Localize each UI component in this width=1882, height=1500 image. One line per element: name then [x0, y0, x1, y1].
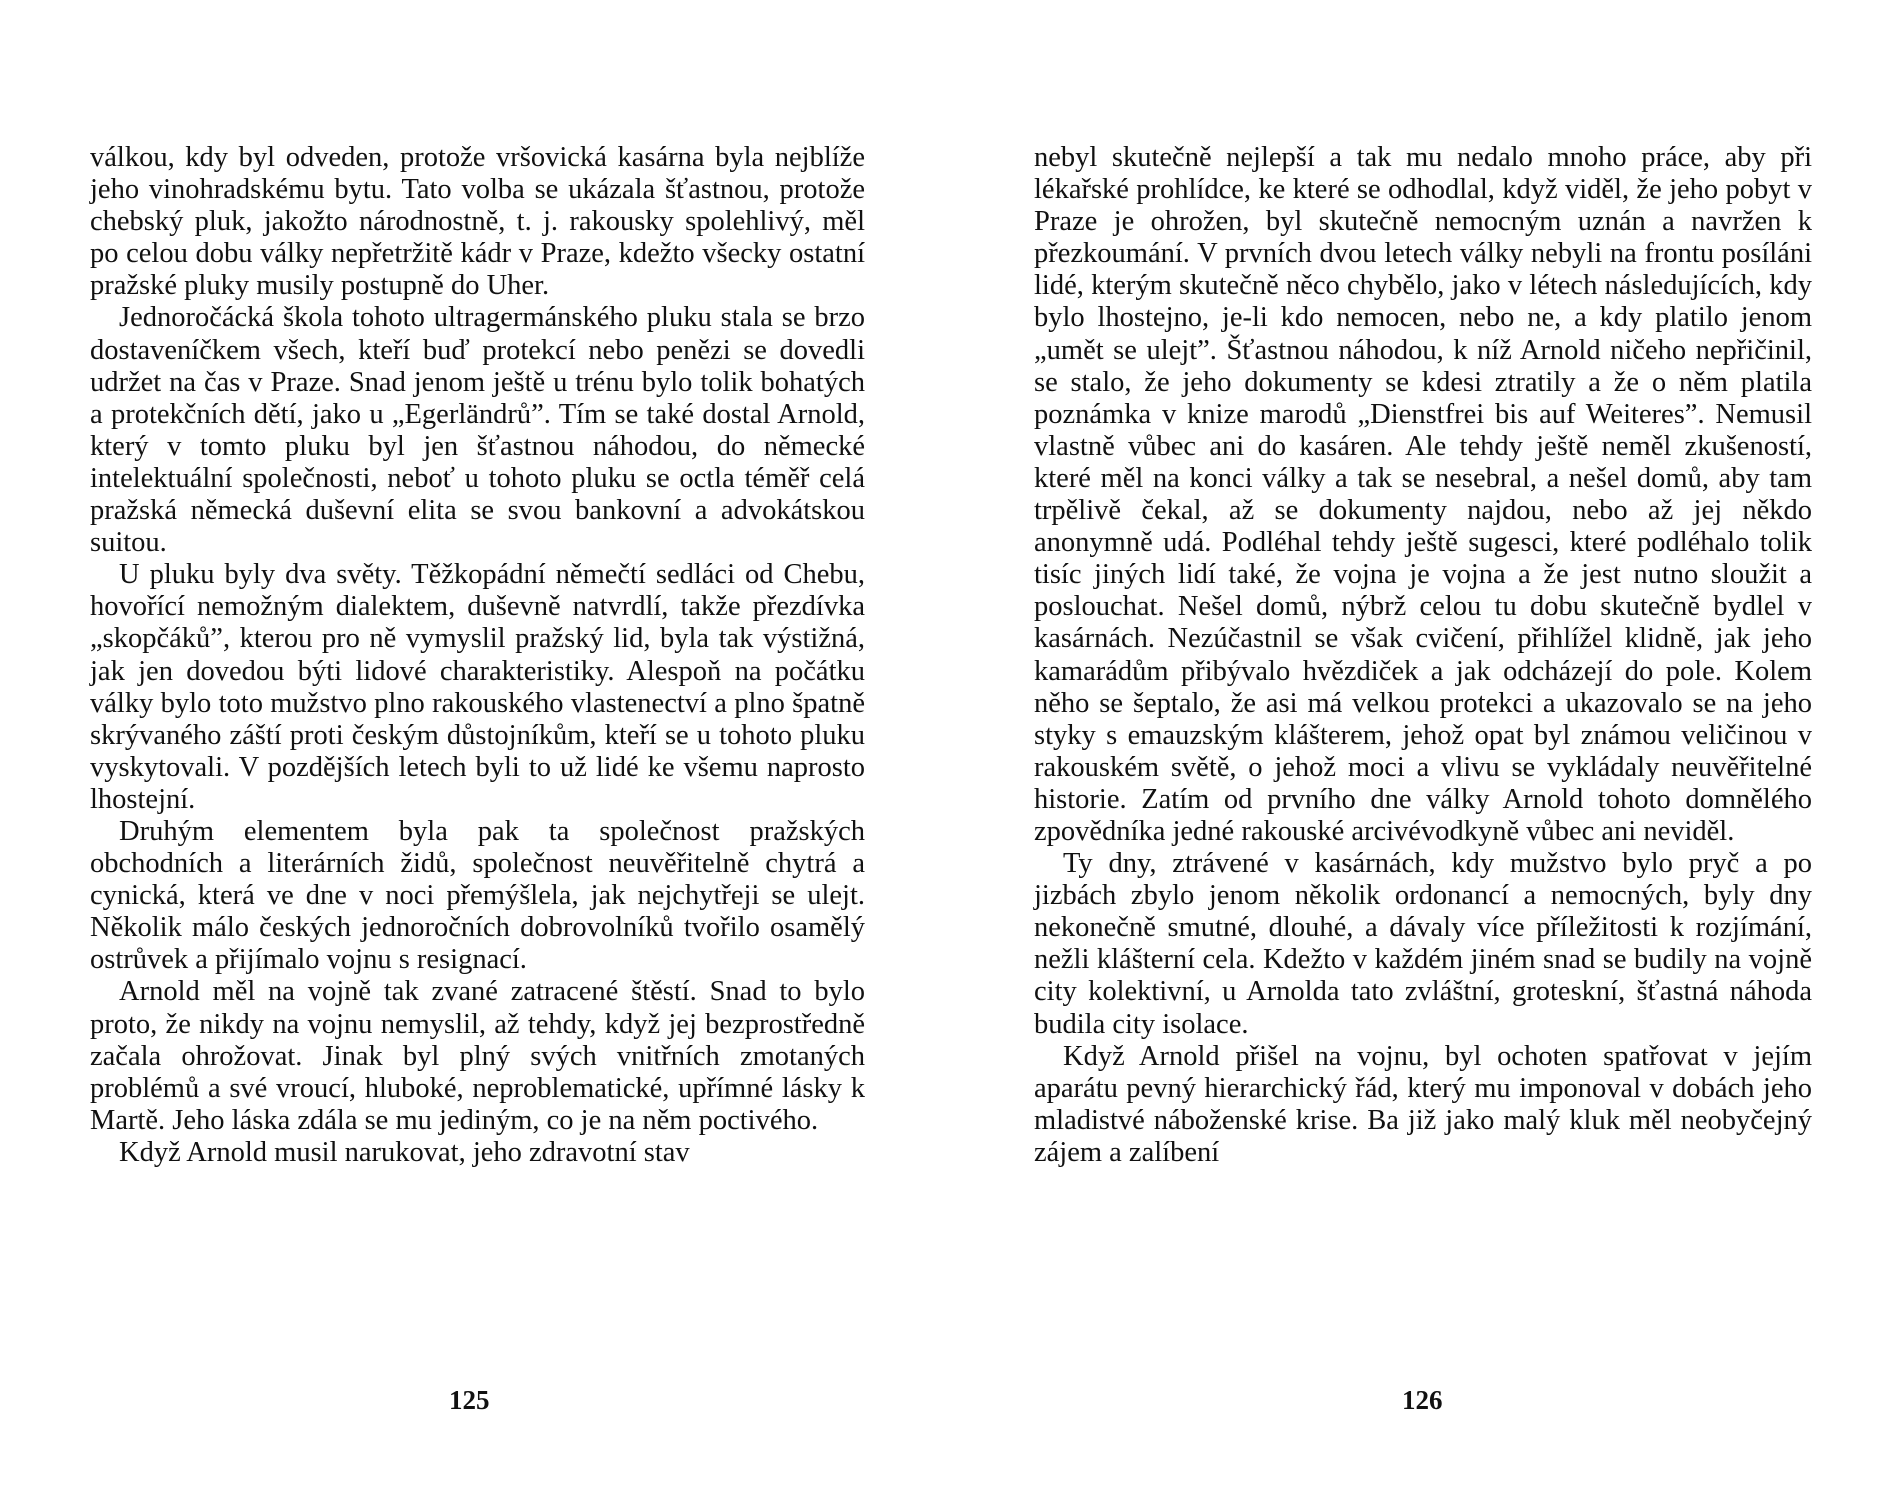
paragraph: nebyl skutečně nejlepší a tak mu nedalo mnoho práce, aby při lékařské prohlídce, ke které se odhodlal, když viděl, že jeho pobyt v Praze je ohrožen, byl skutečně nemocným uznán a navržen k přezkoumání. V prvních dvou letech války nebyli na frontu posíláni lidé, kterým skutečně něco chybělo, jako v létech následujících, kdy bylo lhostejno, je-li kdo nemocen, nebo ne, a kdy platilo jenom „umět se ulejt”. Šťastnou náhodou, k níž Arnold ničeho nepřičinil, se stalo, že jeho dokumenty se kdesi ztratily a že o něm platila poznámka v knize marodů „Dienstfrei bis auf Weiteres”. Nemusil vlastně vůbec ani do kasáren. Ale tehdy ještě neměl zkušeností, které měl na konci války a tak se nesebral, a nešel domů, aby tam trpělivě čekal, až se dokumenty najdou, nebo až jej někdo anonymně udá. Podléhal tehdy ještě sugesci, které podléhalo tolik tisíc jiných lidí také, že vojna je vojna a že jest nutno sloužit a poslouchat. Nešel domů, nýbrž celou tu dobu skutečně bydlel v kasárnách. Nezúčastnil se však cvičení, přihlížel klidně, jak jeho kamarádům přibývalo hvězdiček a jak odcházejí do pole. Kolem něho se šeptalo, že asi má velkou protekci a ukazovalo se na jeho styky s emauzským klášterem, jehož opat byl známou veličinou v rakouském světě, o jehož moci a vlivu se vykládaly neuvěřitelné historie. Zatím od prvního dne války Arnold tohoto domnělého zpovědníka jedné rakouské arcivévodkyně vůbec ani neviděl. [1034, 142, 1812, 847]
paragraph: válkou, kdy byl odveden, protože vršovická kasárna byla nejblíže jeho vinohradskému bytu. Tato volba se ukázala šťastnou, protože chebský pluk, jakožto národnostně, t. j. rakousky spolehlivý, měl po celou dobu války nepřetržitě kádr v Praze, kdežto všecky ostatní pražské pluky musily postupně do Uher. [90, 142, 865, 302]
paragraph: Druhým elementem byla pak ta společnost pražských obchodních a literárních židů, společnost neuvěřitelně chytrá a cynická, která ve dne v noci přemýšlela, jak nejchytřeji se ulejt. Několik málo českých jednoročních dobrovolníků tvořilo osamělý ostrůvek a přijímalo vojnu s resignací. [90, 815, 865, 976]
left-page-text [90, 142, 865, 1169]
right-page [941, 0, 1882, 1500]
paragraph: Ty dny, ztrávené v kasárnách, kdy mužstvo bylo pryč a po jizbách zbylo jenom několik ordonancí a nemocných, byly dny nekonečně smutné, dlouhé, a dávaly více příležitosti k rozjímání, nežli klášterní cela. Kdežto v každém jiném snad se budily na vojně city kolektivní, u Arnolda tato zvláštní, groteskní, šťastná náhoda budila city isolace. [1034, 848, 1812, 1040]
paragraph: Když Arnold musil narukovat, jeho zdravotní stav [119, 1136, 690, 1168]
paragraph: Arnold měl na vojně tak zvané zatracené štěstí. Snad to bylo proto, že nikdy na vojnu nemyslil, až tehdy, když jej bezprostředně začala ohrožovat. Jinak byl plný svých vnitřních zmotaných problémů a své vroucí, hluboké, neproblematické, upřímné lásky k Martě. Jeho láska zdála se mu jediným, co je na něm poctivého. [90, 976, 865, 1136]
paragraph: Když Arnold přišel na vojnu, byl ochoten spatřovat v jejím aparátu pevný hierarchický řád, který mu imponoval v dobách jeho mladistvé náboženské krise. Ba již jako malý kluk měl neobyčejný zájem a zalíbení [1034, 1040, 1812, 1168]
page-number: 126 [1402, 1385, 1443, 1415]
paragraph: U pluku byly dva světy. Těžkopádní němečtí sedláci od Chebu, hovořící nemožným dialektem, duševně natvrdlí, takže přezdívka „skopčáků”, kterou pro ně vymyslil pražský lid, byla tak výstižná, jak jen dovedou býti lidové charakteristiky. Alespoň na počátku války bylo toto mužstvo plno rakouského vlastenectví a plno špatně skrývaného záští proti českým důstojníkům, kteří se u tohoto pluku vyskytovali. V pozdějších letech byli to už lidé ke všemu naprosto lhostejní. [90, 559, 865, 815]
paragraph: Jednoročácká škola tohoto ultragermánského pluku stala se brzo dostaveníčkem všech, kteří buď protekcí nebo penězi se dovedli udržet na čas v Praze. Snad jenom ještě u trénu bylo tolik bohatých a protekčních dětí, jako u „Egerländrů”. Tím se také dostal Arnold, který v tomto pluku byl jen šťastnou náhodou, do německé intelektuální společnosti, neboť u tohoto pluku se octla téměř celá pražská německá duševní elita se svou bankovní a advokátskou suitou. [90, 302, 865, 559]
right-page-text [1034, 142, 1812, 1169]
page-number: 125 [449, 1385, 490, 1415]
